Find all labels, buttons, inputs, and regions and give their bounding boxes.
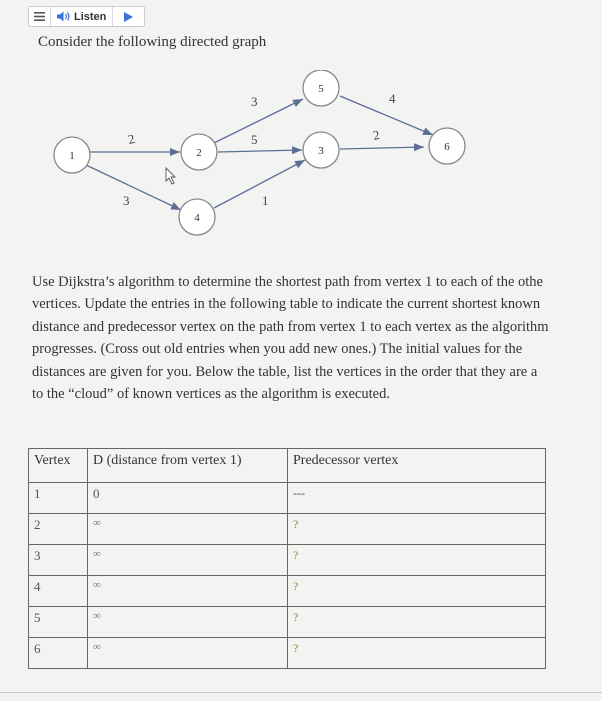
distance-cell[interactable]: ∞	[88, 514, 288, 545]
table-row	[29, 514, 546, 545]
distance-cell[interactable]: ∞	[88, 545, 288, 576]
edge-4-3	[214, 160, 305, 208]
paragraph-line: Use Dijkstra’s algorithm to determine the shortest path from vertex 1 to each of the othe	[32, 274, 543, 290]
vertex-cell: 1	[29, 483, 88, 514]
paragraph-line: progresses. (Cross out old entries when you add new ones.) The initial values for the	[32, 341, 523, 358]
weight-2-3: 5	[251, 132, 258, 147]
dijkstra-table	[28, 448, 546, 669]
edge-5-6	[340, 96, 433, 135]
header-distance: D (distance from vertex 1)	[88, 449, 288, 483]
edge-2-5	[214, 99, 303, 143]
listen-label: Listen	[74, 10, 107, 23]
edge-3-6	[340, 147, 424, 149]
play-button[interactable]	[113, 12, 144, 22]
distance-cell[interactable]: 0	[88, 483, 288, 514]
table-header-row	[29, 449, 546, 483]
listen-button[interactable]	[51, 7, 113, 26]
play-icon	[124, 12, 133, 22]
vertex-cell: 2	[29, 514, 88, 545]
predecessor-cell[interactable]: ?	[288, 638, 546, 669]
node-3	[303, 132, 339, 168]
node-5-label: 5	[318, 83, 324, 95]
weight-3-6: 2	[371, 126, 381, 143]
node-3-label: 3	[318, 145, 324, 157]
predecessor-cell[interactable]: ---	[288, 483, 546, 514]
weight-4-3: 1	[262, 193, 269, 208]
vertex-cell: 4	[29, 576, 88, 607]
table-row	[29, 545, 546, 576]
header-vertex: Vertex	[29, 449, 88, 483]
header-predecessor: Predecessor vertex	[288, 449, 546, 483]
node-6-label: 6	[444, 141, 450, 153]
predecessor-cell[interactable]: ?	[288, 576, 546, 607]
predecessor-cell[interactable]: ?	[288, 607, 546, 638]
edge-2-3	[218, 150, 302, 152]
directed-graph	[0, 70, 602, 240]
predecessor-cell[interactable]: ?	[288, 545, 546, 576]
table-row	[29, 607, 546, 638]
node-4-label: 4	[194, 212, 200, 224]
node-2-label: 2	[196, 147, 202, 159]
table-row	[29, 638, 546, 669]
vertex-cell: 6	[29, 638, 88, 669]
weight-5-6: 4	[389, 91, 396, 106]
mouse-cursor-icon	[166, 168, 175, 184]
paragraph-line: vertices. Update the entries in the following table to indicate the current shortest known	[32, 296, 541, 313]
instructions-paragraph	[32, 271, 602, 405]
speaker-icon	[57, 11, 71, 22]
node-2	[181, 134, 217, 170]
table-row	[29, 483, 546, 514]
node-1	[54, 137, 90, 173]
vertex-cell: 5	[29, 607, 88, 638]
menu-icon	[34, 12, 45, 21]
paragraph-line: distances are given for you. Below the table, list the vertices in the order that they are a	[32, 363, 538, 380]
predecessor-cell[interactable]: ?	[288, 514, 546, 545]
vertex-cell: 3	[29, 545, 88, 576]
table-row	[29, 576, 546, 607]
distance-cell[interactable]: ∞	[88, 607, 288, 638]
distance-cell[interactable]: ∞	[88, 576, 288, 607]
listen-toolbar	[28, 6, 145, 27]
node-4	[179, 199, 215, 235]
weight-1-2: 2	[126, 130, 136, 147]
weight-1-4: 3	[123, 193, 130, 208]
paragraph-line: to the “cloud” of known vertices as the algorithm is executed.	[32, 386, 390, 403]
weight-2-5: 3	[251, 94, 258, 109]
distance-cell[interactable]: ∞	[88, 638, 288, 669]
node-5	[303, 70, 339, 106]
paragraph-line: distance and predecessor vertex on the path from vertex 1 to each vertex as the algorithm	[32, 318, 549, 335]
node-1-label: 1	[69, 150, 75, 162]
node-6	[429, 128, 465, 164]
question-heading: Consider the following directed graph	[38, 34, 267, 50]
menu-button[interactable]	[29, 7, 51, 26]
